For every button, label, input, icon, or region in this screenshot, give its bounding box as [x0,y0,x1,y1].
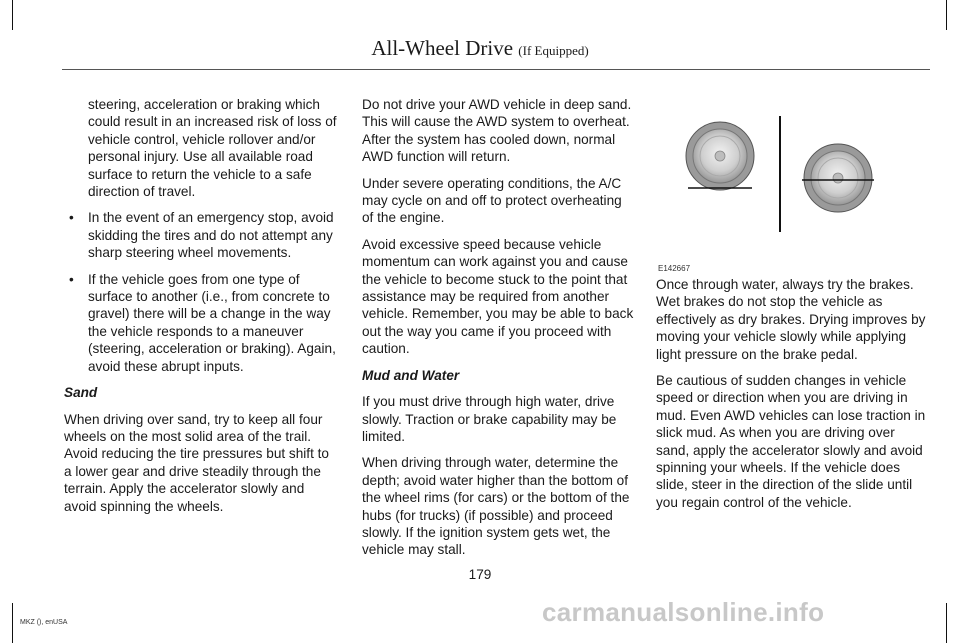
wheel-water-depth-figure [656,96,930,272]
paragraph: Under severe operating conditions, the A/C may cycle on and off to protect overheating of the engine. [362,175,622,226]
header-rule [62,69,930,70]
column-left [64,96,337,524]
crop-mark [12,603,13,643]
paragraph: Do not drive your AWD vehicle in deep sand. This will cause the AWD system to overheat. After the system has cooled down, normal AWD function will return. [362,97,632,165]
bullet-icon: • [69,210,74,226]
figure-id: E142667 [658,264,691,273]
bullet-item [64,209,337,261]
wheel-icon [686,122,754,190]
paragraph: If you must drive through high water, drive slowly. Traction or brake capability may be limited. [362,394,617,444]
title-subtitle: (If Equipped) [518,43,589,58]
crop-mark [946,0,947,30]
column-middle [362,96,634,568]
paragraph: When driving through water, determine the depth; avoid water higher than the bottom of the wheel rims (for cars) or the bottom of the hubs (for trucks) (if possible) and proceed slowly. If the ignition system gets wet, the vehicle may stall. [362,455,630,558]
watermark: carmanualsonline.info [542,597,825,627]
crop-mark [12,0,13,30]
section-heading-mud-water: Mud and Water [362,367,460,383]
page-number: 179 [468,567,492,582]
title-main: All-Wheel Drive [371,36,514,60]
column-right [656,96,930,520]
crop-mark [946,603,947,643]
section-heading-sand: Sand [64,385,98,401]
sand-paragraph: When driving over sand, try to keep all four wheels on the most solid area of the trail. Avoid reducing the tire pressures but shift to a lower gear and drive steadily through the terrain. Apply the accelerator slowly and avoid spinning the wheels. [64,411,329,514]
footer-text: MKZ (), enUSA [20,619,68,626]
bullet-text: In the event of an emergency stop, avoid skidding the tires and do not attempt any sharp steering wheel movements. [88,210,334,261]
continuation-paragraph: steering, acceleration or braking which could result in an increased risk of loss of vehicle control, vehicle rollover and/or personal injury. Use all available road surface to return the vehicle to a safe direction of travel. [88,97,337,200]
bullet-item [64,271,337,375]
bullet-icon: • [69,271,74,287]
bullet-text: If the vehicle goes from one type of surface to another (i.e., from concrete to gravel) there will be a change in the way the vehicle responds to a maneuver (steering, acceleration or braking). Again, avoid these abrupt inputs. [88,271,336,374]
paragraph: Be cautious of sudden changes in vehicle speed or direction when you are driving in mud. Even AWD vehicles can lose traction in slick mud. As when you are driving over sand, apply the accelerator slowly and avoid spinning your wheels. If the vehicle does slide, steer in the direction of the slide until you regain control of the vehicle. [656,373,926,510]
paragraph: Once through water, always try the brakes. Wet brakes do not stop the vehicle as effectively as dry brakes. Drying improves by moving your vehicle slowly while applying light pressure on the brake pedal. [656,277,926,362]
wheel-icon [804,144,872,212]
paragraph: Avoid excessive speed because vehicle momentum can work against you and cause the vehicle to become stuck to the point that assistance may be required from another vehicle. Remember, you may be able to back out the way you came if you proceed with caution. [362,236,634,357]
wheel-illustration [656,96,930,272]
page-title [0,36,960,61]
